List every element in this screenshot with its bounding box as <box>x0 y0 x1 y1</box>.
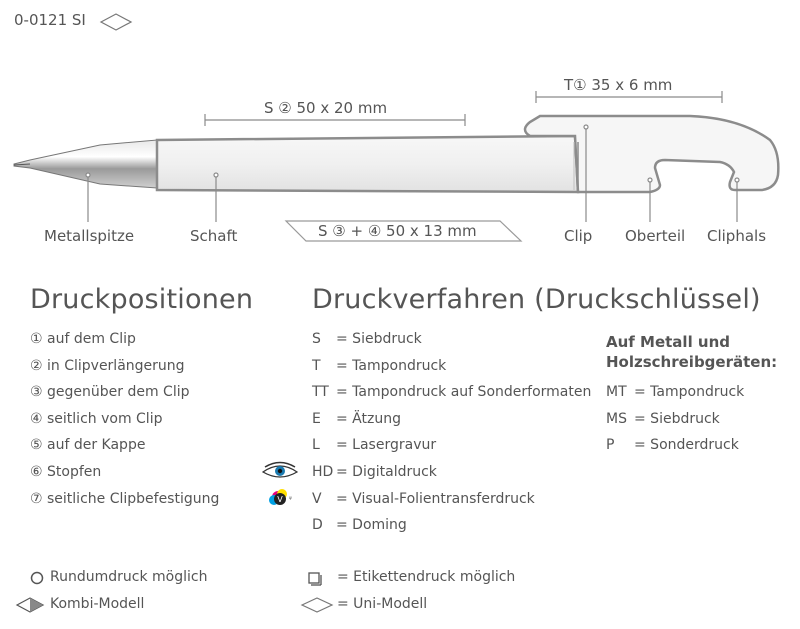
svg-text:V: V <box>277 495 283 504</box>
method-item <box>312 432 591 459</box>
method-code: D <box>312 517 323 534</box>
clip-neck-label: Cliphals <box>707 227 767 245</box>
method-name: = Ätzung <box>336 410 401 427</box>
method-name: = Doming <box>336 517 407 534</box>
method-item <box>312 459 591 486</box>
position-item: ④ seitlich vom Clip <box>30 410 163 427</box>
method-item <box>312 326 591 353</box>
method-item <box>312 406 591 433</box>
methods-list <box>312 326 591 539</box>
method-item <box>312 379 591 406</box>
methods-title: Druckverfahren (Druckschlüssel) <box>312 284 761 315</box>
eye-icon <box>263 463 297 478</box>
positions-list <box>30 326 219 512</box>
method-code: E <box>312 410 321 427</box>
position-item: ③ gegenüber dem Clip <box>30 384 190 401</box>
position-item: ⑦ seitliche Clipbefestigung <box>30 490 220 507</box>
shaft-label: Schaft <box>190 227 238 245</box>
method-code: HD <box>312 463 334 480</box>
method-item <box>312 486 591 513</box>
method-code: V <box>312 490 322 507</box>
method-name: = Digitaldruck <box>336 463 437 480</box>
metal-title-line1: Auf Metall und <box>606 333 731 351</box>
metal-title-line2: Holzschreibgeräten: <box>606 353 778 371</box>
clip-dimension-label: T① 35 x 6 mm <box>564 76 673 94</box>
method-code: TT <box>312 384 329 401</box>
position-item: ① auf dem Clip <box>30 331 136 347</box>
product-code: 0-0121 SI <box>14 11 86 29</box>
uni-model-icon <box>101 14 131 30</box>
method-name: = Lasergravur <box>336 437 437 454</box>
position-item: ⑤ auf der Kappe <box>30 437 146 454</box>
shaft-dimension-label: S ② 50 x 20 mm <box>264 99 388 117</box>
metal-name: = Sonderdruck <box>634 437 739 454</box>
round-print-label: Rundumdruck möglich <box>50 569 208 585</box>
method-name: = Siebdruck <box>336 331 422 347</box>
method-item <box>312 512 591 539</box>
method-code: S <box>312 331 321 347</box>
svg-text:ψ: ψ <box>289 495 292 500</box>
label-print-label: = Etikettendruck möglich <box>337 569 516 585</box>
metal-item <box>606 432 744 459</box>
pen-metal-tip <box>14 140 157 188</box>
round-print-icon <box>32 573 43 584</box>
metal-name: = Siebdruck <box>634 410 720 427</box>
tip-label: Metallspitze <box>44 227 135 245</box>
method-name: = Visual-Folientransferdruck <box>336 490 535 507</box>
metal-item <box>606 379 744 406</box>
metal-code: MS <box>606 410 627 427</box>
clip-label: Clip <box>564 227 593 245</box>
method-name: = Tampondruck auf Sonderformaten <box>336 384 592 401</box>
metal-item <box>606 406 744 433</box>
metal-code: P <box>606 437 615 454</box>
metal-code: MT <box>606 384 627 400</box>
method-name: = Tampondruck <box>336 357 447 374</box>
position-item: ② in Clipverlängerung <box>30 357 185 374</box>
top-label: Oberteil <box>625 227 686 245</box>
position-item: ⑥ Stopfen <box>30 463 102 480</box>
metal-list <box>606 379 744 459</box>
metal-name: = Tampondruck <box>634 384 745 400</box>
uni-model-label: = Uni-Modell <box>337 596 428 612</box>
pen-shaft <box>157 136 578 192</box>
uni-model-legend-icon <box>302 598 332 612</box>
combo-model-icon <box>17 598 43 612</box>
shaft-back-dimension-label: S ③ + ④ 50 x 13 mm <box>318 222 477 240</box>
method-code: T <box>312 357 321 374</box>
method-code: L <box>312 437 320 454</box>
method-item <box>312 353 591 380</box>
label-print-icon <box>309 573 321 585</box>
combo-model-label: Kombi-Modell <box>50 596 145 612</box>
positions-title: Druckpositionen <box>30 284 254 315</box>
visual-logo-icon <box>269 489 292 505</box>
